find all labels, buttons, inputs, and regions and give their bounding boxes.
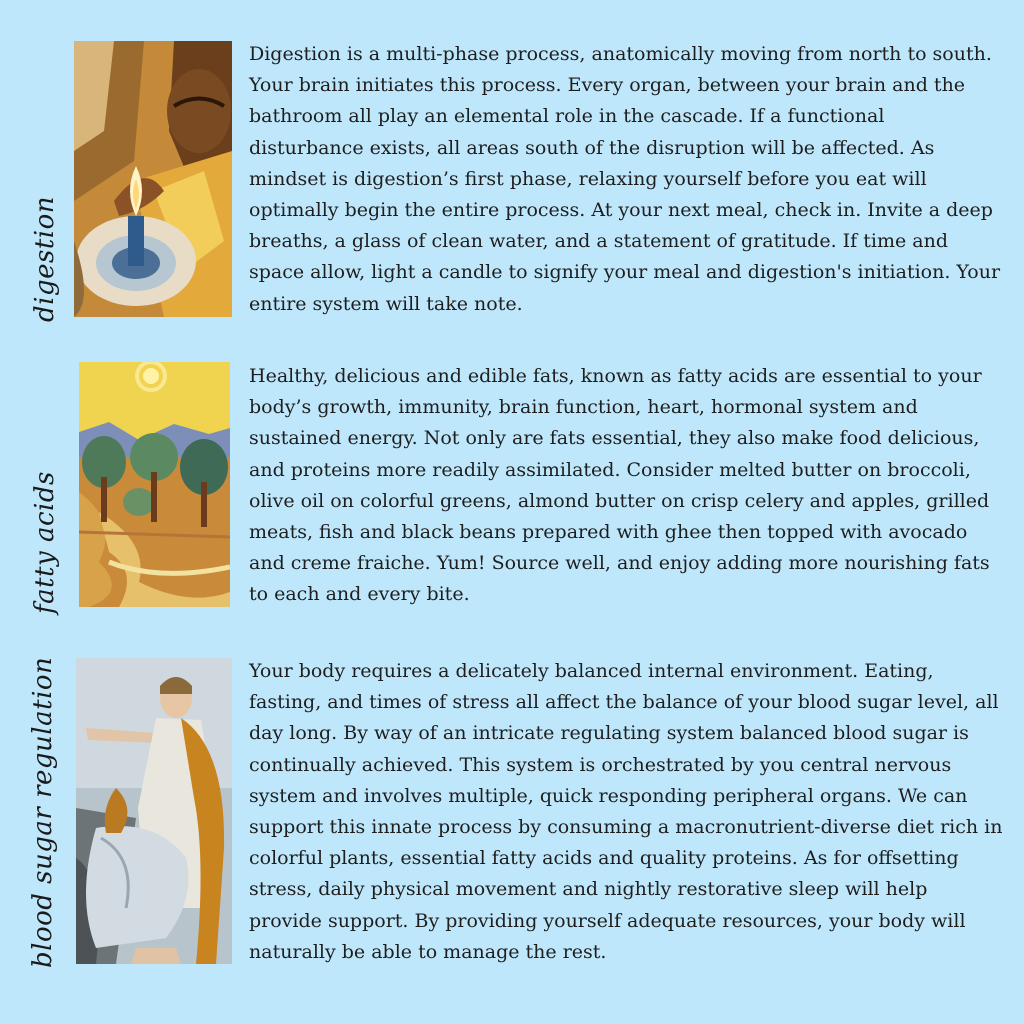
section-text-blood-sugar-regulation: Your body requires a delicately balanced internal environment. Eating, fasting, and times of stress all affect the balance of your blood sugar level, all day long. By way of an intricate regulating system balanced blood sugar is continually achieved. This system is orchestrated by you central nervous system and involves multiple, quick responding peripheral organs. We can support this innate process by consuming a macronutrient-diverse diet rich in colorful plants, essential fatty acids and quality proteins. As for offsetting stress, daily physical movement and nightly restorative sleep will help provide support. By providing yourself adequate resources, your body will naturally be able to manage the rest. xyxy=(249,660,1003,963)
section-text-fatty-acids: Healthy, delicious and edible fats, known as fatty acids are essential to your body’s growth, immunity, brain function, heart, hormonal system and sustained energy. Not only are fats essential, they also make food delicious, and proteins more readily assimilated. Consider melted butter on broccoli, olive oil on colorful greens, almond butter on crisp celery and apples, grilled meats, fish and black beans prepared with ghee then topped with avocado and creme fraiche. Yum! Source well, and enjoy adding more nourishing fats to each and every bite. xyxy=(249,365,990,606)
section-label-fatty-acids: fatty acids xyxy=(30,471,60,614)
section-text-digestion: Digestion is a multi-phase process, anatomically moving from north to south. Your brain initiates this process. Every organ, between your brain and the bathroom all play an elemental role in the cascade. If a functional disturbance exists, all areas south of the disruption will be affected. As mindset is digestion’s first phase, relaxing yourself before you eat will optimally begin the entire process. At your next meal, check in. Invite a deep breaths, a glass of clean water, and a statement of gratitude. If time and space allow, light a candle to signify your meal and digestion's initiation. Your entire system will take note. xyxy=(249,43,1001,315)
section-label-digestion: digestion xyxy=(30,196,60,322)
section-label-blood-sugar-regulation: blood sugar regulation xyxy=(28,656,58,968)
classical-figure-icon xyxy=(76,658,232,964)
blood-sugar-artwork xyxy=(76,658,232,964)
